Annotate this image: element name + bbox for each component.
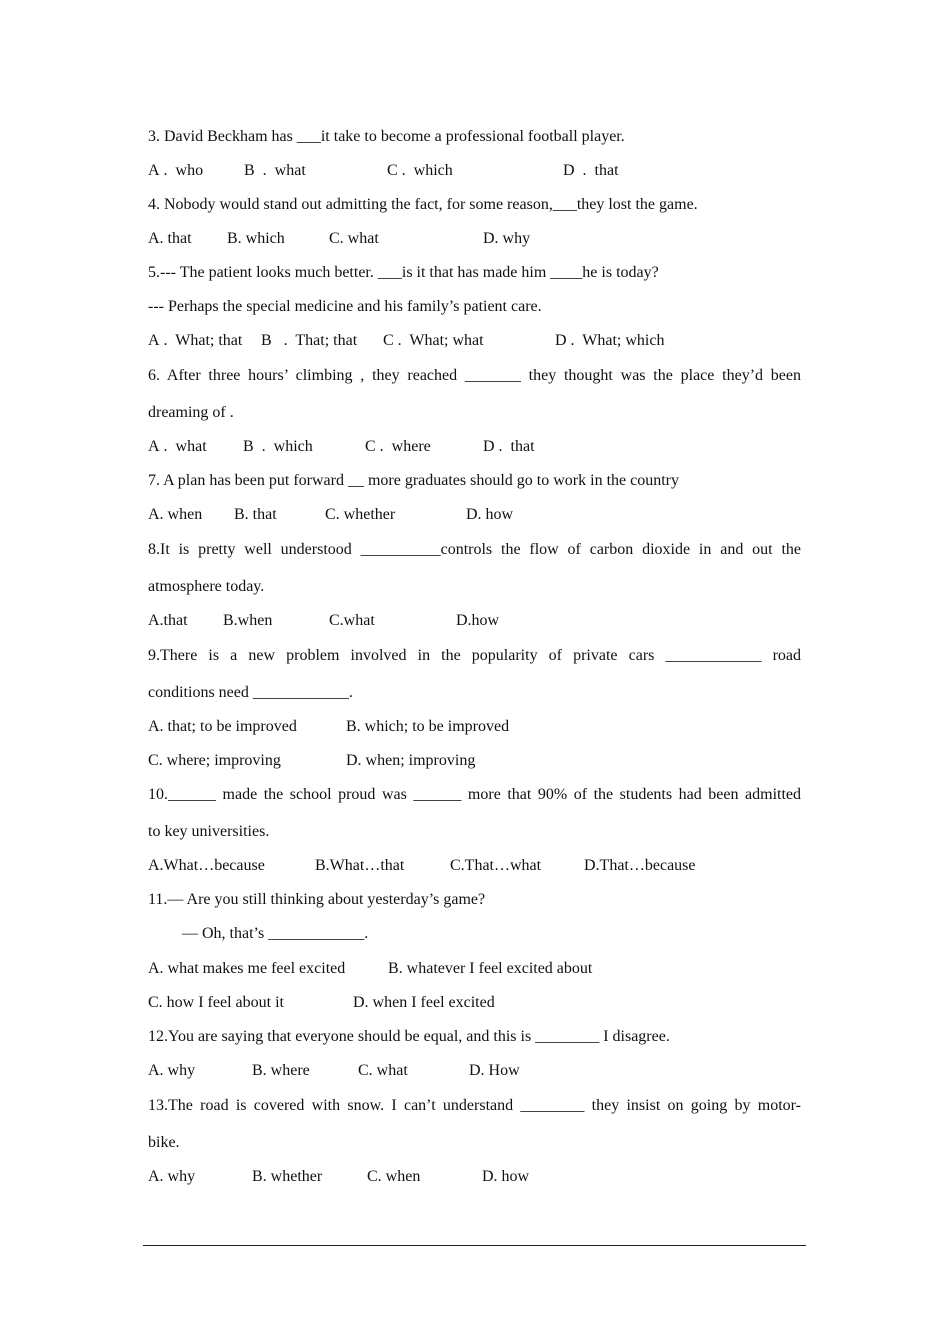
question-8-stem: 8.It is pretty well understood __________controls the flow of carbon dioxide in and out the — [148, 541, 801, 558]
option-c: C. whether — [325, 506, 396, 523]
option-d: D . that — [563, 162, 619, 179]
option-d: D. how — [466, 506, 514, 523]
question-12-stem: 12.You are saying that everyone should be equal, and this is ________ I disagree. — [148, 1028, 670, 1045]
option-b: B . what — [244, 162, 306, 179]
option-d: D . What; which — [555, 332, 665, 349]
option-b: B.when — [223, 612, 273, 629]
question-10-options — [148, 856, 801, 876]
option-b: B. whatever I feel excited about — [388, 960, 593, 977]
question-9-options-row-2 — [148, 751, 801, 771]
question-12-options — [148, 1061, 801, 1081]
question-11-stem-line-2: — Oh, that’s ____________. — [182, 925, 369, 942]
option-a: A. what makes me feel excited — [148, 960, 346, 977]
question-11-stem: 11.— Are you still thinking about yesterday’s game? — [148, 891, 486, 908]
question-4-options — [148, 229, 801, 249]
option-d: D . that — [483, 438, 535, 455]
option-b: B. which; to be improved — [346, 718, 510, 735]
option-c: C. what — [329, 230, 379, 247]
option-a: A . What; that — [148, 332, 243, 349]
option-b: B. where — [252, 1062, 310, 1079]
option-b: B. which — [227, 230, 285, 247]
question-8-stem-line-2: atmosphere today. — [148, 578, 265, 595]
option-d: D. when; improving — [346, 752, 476, 769]
option-c: C. where; improving — [148, 752, 281, 769]
option-c: C . which — [387, 162, 453, 179]
option-a: A. that; to be improved — [148, 718, 297, 735]
option-a: A. why — [148, 1168, 196, 1185]
option-b: B. whether — [252, 1168, 323, 1185]
option-c: C. how I feel about it — [148, 994, 284, 1011]
question-9-stem-line-2: conditions need ____________. — [148, 684, 353, 701]
option-a: A . who — [148, 162, 204, 179]
question-11-options-row-2 — [148, 993, 801, 1013]
question-5-stem: 5.--- The patient looks much better. ___is it that has made him ____he is today? — [148, 264, 659, 281]
option-d: D. how — [482, 1168, 530, 1185]
question-6-stem-line-2: dreaming of . — [148, 404, 234, 421]
option-c: C. when — [367, 1168, 421, 1185]
option-a: A. when — [148, 506, 203, 523]
option-b: B . That; that — [261, 332, 358, 349]
question-13-stem-line-2: bike. — [148, 1134, 180, 1151]
question-4-stem: 4. Nobody would stand out admitting the fact, for some reason,___they lost the game. — [148, 196, 698, 213]
question-13-stem: 13.The road is covered with snow. I can’t understand ________ they insist on going by motor- — [148, 1097, 801, 1114]
question-8-options — [148, 611, 801, 631]
option-a: A.What…because — [148, 857, 265, 874]
option-a: A. why — [148, 1062, 196, 1079]
question-13-options — [148, 1167, 801, 1187]
question-5-stem-line-2: --- Perhaps the special medicine and his family’s patient care. — [148, 298, 542, 315]
option-c: C.That…what — [450, 857, 542, 874]
question-10-stem: 10.______ made the school proud was ______ more that 90% of the students had been admitted — [148, 786, 801, 803]
option-a: A . what — [148, 438, 207, 455]
footer-rule — [143, 1245, 806, 1246]
question-7-options — [148, 505, 801, 525]
option-a: A.that — [148, 612, 188, 629]
question-7-stem: 7. A plan has been put forward __ more graduates should go to work in the country — [148, 472, 679, 489]
option-d: D. How — [469, 1062, 520, 1079]
option-b: B . which — [243, 438, 313, 455]
question-9-stem: 9.There is a new problem involved in the popularity of private cars ____________ road — [148, 647, 801, 664]
question-6-options — [148, 437, 801, 457]
option-b: B.What…that — [315, 857, 405, 874]
question-6-stem: 6. After three hours’ climbing , they reached _______ they thought was the place they’d been — [148, 367, 801, 384]
option-c: C.what — [329, 612, 375, 629]
option-b: B. that — [234, 506, 277, 523]
option-a: A. that — [148, 230, 192, 247]
option-d: D. when I feel excited — [353, 994, 495, 1011]
option-c: C . where — [365, 438, 431, 455]
question-3-stem: 3. David Beckham has ___it take to become a professional football player. — [148, 128, 625, 145]
option-d: D. why — [483, 230, 531, 247]
question-9-options-row-1 — [148, 717, 801, 737]
question-3-options — [148, 161, 801, 181]
question-5-options — [148, 331, 801, 351]
question-11-options-row-1 — [148, 959, 801, 979]
option-d: D.how — [456, 612, 500, 629]
option-c: C. what — [358, 1062, 408, 1079]
option-d: D.That…because — [584, 857, 696, 874]
question-10-stem-line-2: to key universities. — [148, 823, 270, 840]
option-c: C . What; what — [383, 332, 484, 349]
